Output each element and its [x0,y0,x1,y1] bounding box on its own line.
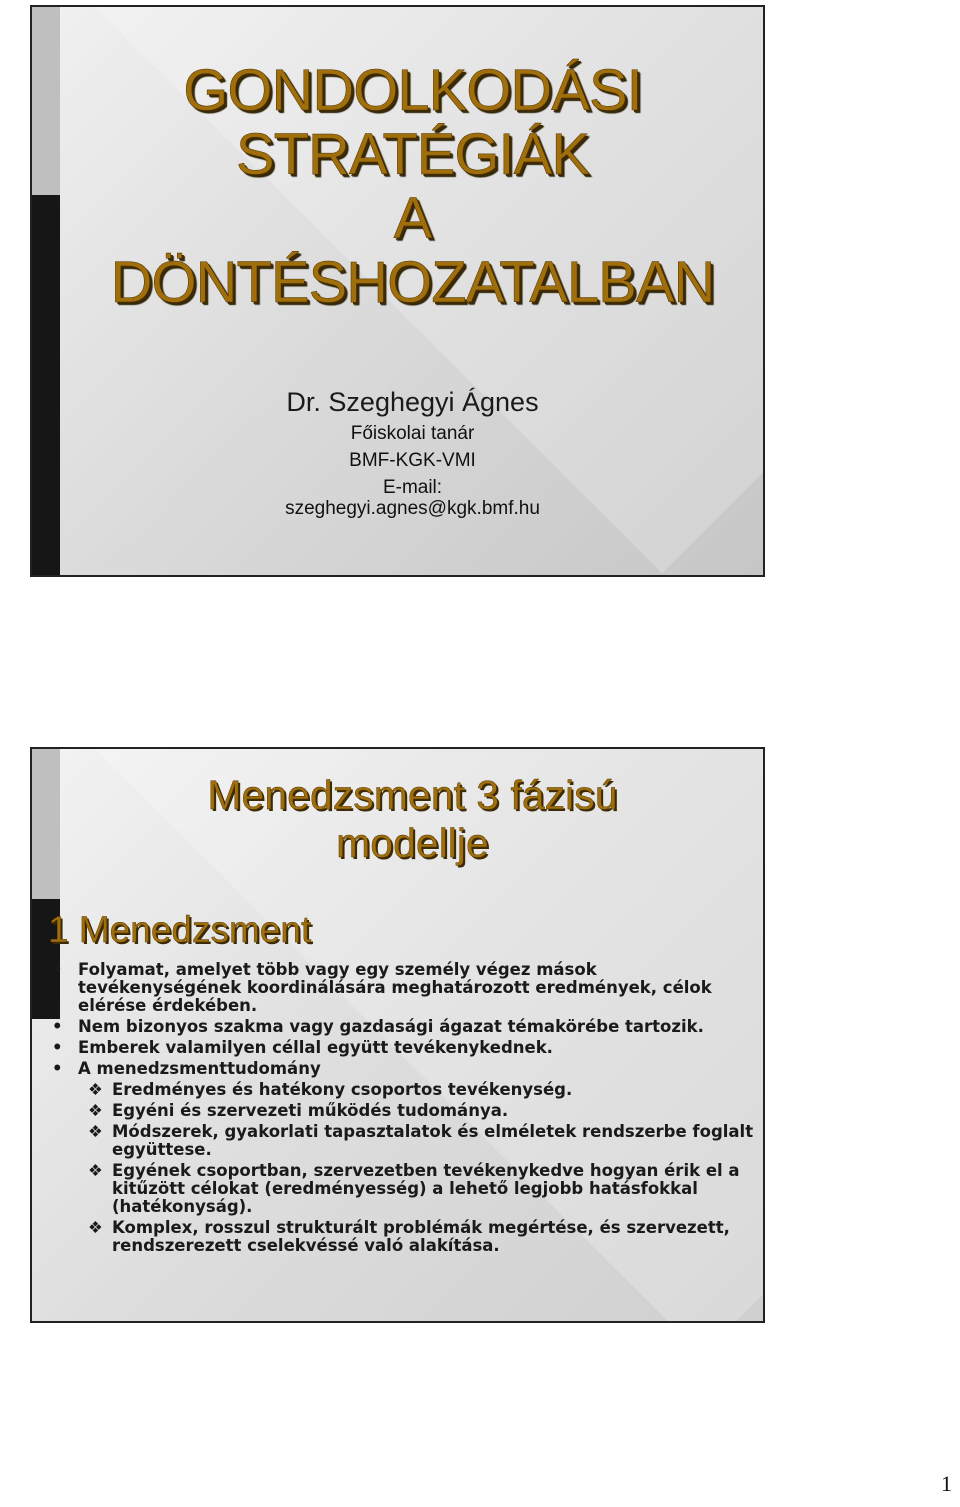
slide-strip-light [32,7,60,195]
sub-list-item [48,1123,760,1159]
email-label: E-mail: [382,477,443,498]
email-address: szeghegyi.agnes@kgk.bmf.hu [285,498,540,519]
list-item: • Folyamat, amelyet több vagy egy személy végez mások tevékenységének koordinálására meghatározott eredmények, célok elérése érdekében. [48,961,760,1015]
title-line: STRATÉGIÁK [235,122,590,187]
slide-strip-dark [32,195,60,577]
title-line: GONDOLKODÁSI [183,58,642,123]
title-line: modellje [336,820,489,866]
slide-1-title [60,59,765,315]
sub-list-item [48,1162,760,1216]
sub-list-item-text: Egyének csoportban, szervezetben tevékenykedve hogyan érik el a kitűzött célokat (eredményesség) a lehető legjobb hatásfokkal (hatékonyság). [112,1161,740,1216]
author-institution: BMF-KGK-VMI [349,450,476,471]
slide-2-title [60,771,765,867]
sub-list-item-text: Egyéni és szervezeti működés tudománya. [112,1101,509,1120]
title-line: DÖNTÉSHOZATALBAN [110,250,715,315]
diamond-bullet-icon: ❖ [88,1101,103,1120]
sub-list-item [48,1081,760,1099]
sub-list-item [48,1102,760,1120]
slide-2-body [48,961,760,1258]
author-name: Dr. Szeghegyi Ágnes [286,387,539,417]
slide-2 [30,747,765,1323]
list-item: • Nem bizonyos szakma vagy gazdasági ágazat témakörébe tartozik. [48,1018,760,1036]
sub-list-item-text: Eredményes és hatékony csoportos tevékenység. [112,1080,573,1099]
sub-list-item-text: Módszerek, gyakorlati tapasztalatok és elméletek rendszerbe foglalt együttese. [112,1122,754,1159]
section-heading: 1 Menedzsment [48,909,312,950]
title-line: Menedzsment 3 fázisú [207,772,618,818]
slide-1 [30,5,765,577]
sub-list-item-text: Komplex, rosszul strukturált problémák megértése, és szervezett, rendszerezett cselekvéssé való alakítása. [112,1218,730,1255]
author-position: Főiskolai tanár [350,423,475,444]
diamond-bullet-icon: ❖ [88,1122,103,1141]
list-item: • A menedzsmenttudomány [48,1060,760,1078]
page-number: 1 [941,1471,952,1496]
diamond-bullet-icon: ❖ [88,1080,103,1099]
diamond-bullet-icon: ❖ [88,1161,103,1180]
list-item: • Emberek valamilyen céllal együtt tevékenykednek. [48,1039,760,1057]
sub-list-item [48,1219,760,1255]
slide-strip-light [32,749,60,899]
title-line: A [393,186,432,251]
diamond-bullet-icon: ❖ [88,1218,103,1237]
